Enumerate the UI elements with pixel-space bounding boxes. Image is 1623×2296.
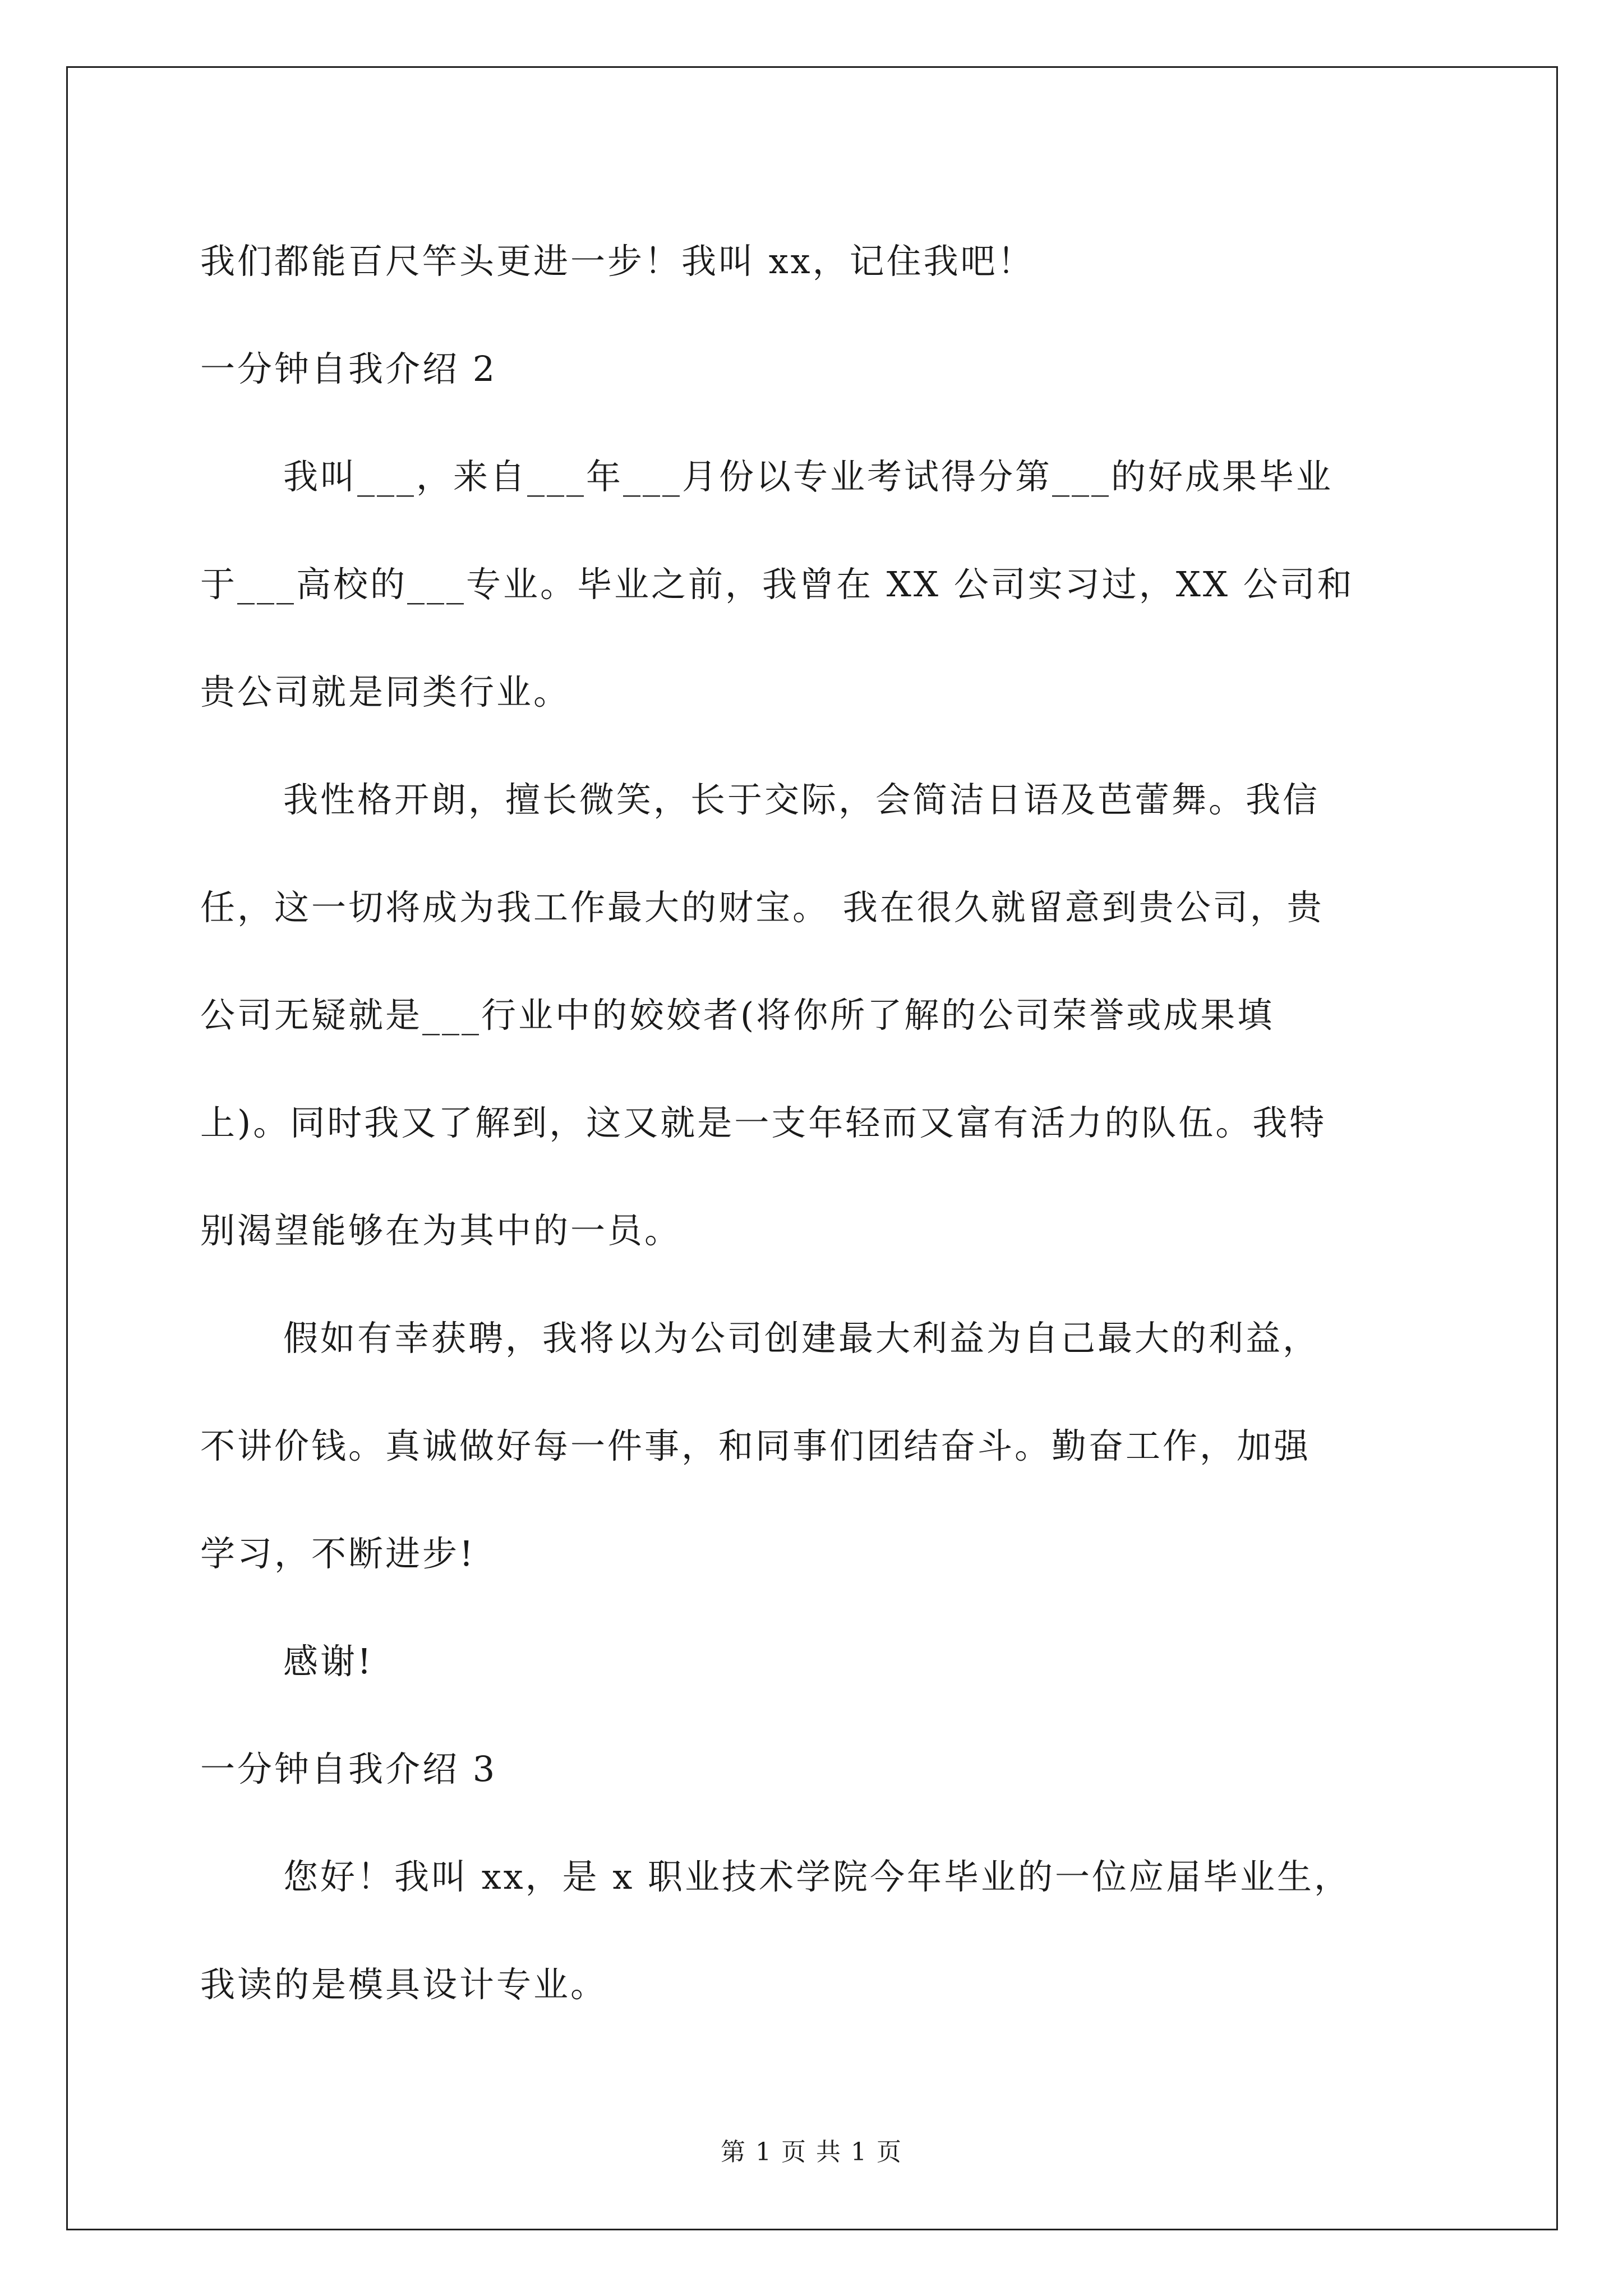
text-line: 我叫___，来自___年___月份以专业考试得分第___的好成果毕业 [283, 456, 1334, 497]
text-line: 别渴望能够在为其中的一员。 [200, 1210, 682, 1251]
text-line: 我们都能百尺竿头更进一步！我叫 xx，记住我吧！ [200, 241, 1035, 282]
page-footer: 第 1 页 共 1 页 [721, 2138, 902, 2166]
text-line: 上)。同时我又了解到，这又就是一支年轻而又富有活力的队伍。我特 [200, 1102, 1327, 1143]
text-line: 学习，不断进步! [200, 1533, 476, 1574]
text-line: 公司无疑就是___行业中的姣姣者(将你所了解的公司荣誉或成果填 [200, 995, 1275, 1036]
text-line: 不讲价钱。真诚做好每一件事，和同事们团结奋斗。勤奋工作，加强 [200, 1425, 1311, 1466]
text-line: 您好！我叫 xx，是 x 职业技术学院今年毕业的一位应届毕业生， [283, 1856, 1352, 1897]
section-heading: 一分钟自我介绍 2 [200, 348, 497, 389]
text-line: 贵公司就是同类行业。 [200, 671, 571, 712]
document-body [200, 208, 1434, 2039]
text-line: 我性格开朗，擅长微笑，长于交际，会简洁日语及芭蕾舞。我信 [283, 779, 1320, 820]
text-line: 我读的是模具设计专业。 [200, 1964, 608, 2005]
text-line: 假如有幸获聘，我将以为公司创建最大利益为自己最大的利益， [283, 1318, 1320, 1359]
text-line: 任，这一切将成为我工作最大的财宝。 我在很久就留意到贵公司，贵 [200, 887, 1324, 928]
text-line: 感谢! [283, 1641, 374, 1682]
text-line: 于___高校的___专业。毕业之前，我曾在 XX 公司实习过，XX 公司和 [200, 564, 1354, 605]
section-heading: 一分钟自我介绍 3 [200, 1749, 497, 1789]
